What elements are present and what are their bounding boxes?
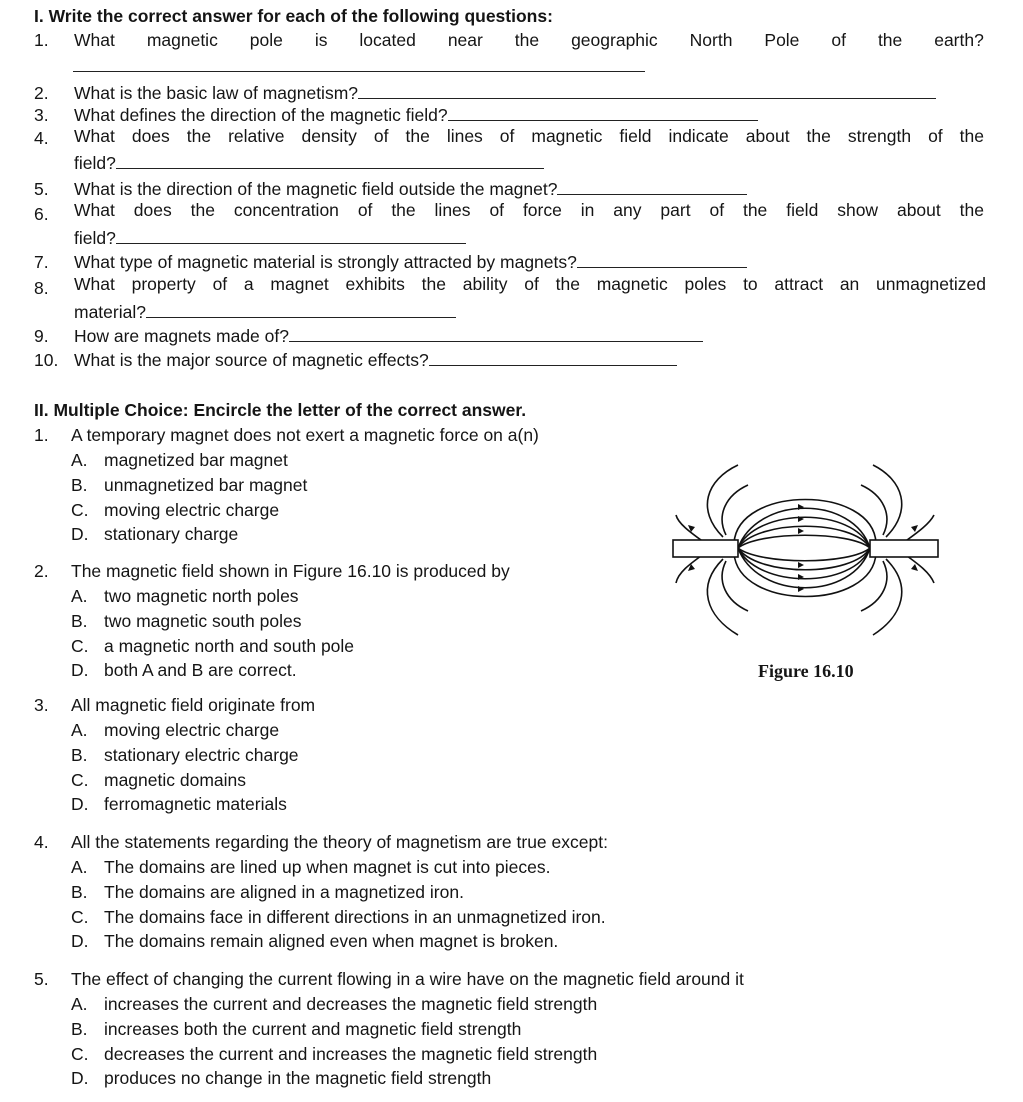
mc-option[interactable] xyxy=(71,906,606,928)
question-2 xyxy=(34,81,936,104)
question-8-cont xyxy=(74,300,456,323)
option-text: two magnetic south poles xyxy=(104,610,302,631)
question-number: 5. xyxy=(34,969,49,989)
option-text: unmagnetized bar magnet xyxy=(104,474,308,495)
section1-heading: I. Write the correct answer for each of the following questions: xyxy=(34,6,553,26)
answer-blank-6[interactable] xyxy=(116,226,466,244)
option-text: increases both the current and magnetic field strength xyxy=(104,1018,522,1039)
answer-blank-4[interactable] xyxy=(116,151,544,169)
option-letter[interactable]: C. xyxy=(71,499,89,520)
question-3-text: What defines the direction of the magnetic field? xyxy=(74,105,448,125)
option-text: The domains are lined up when magnet is cut into pieces. xyxy=(104,857,551,877)
question-1-word: magnetic xyxy=(146,30,218,50)
option-letter[interactable]: C. xyxy=(71,769,89,790)
option-letter[interactable]: C. xyxy=(71,635,89,656)
option-text: The domains are aligned in a magnetized iron. xyxy=(104,881,464,902)
question-1-word: the xyxy=(877,30,903,50)
question-7 xyxy=(34,250,747,273)
mc-question-text: A temporary magnet does not exert a magnetic force on a(n) xyxy=(71,425,539,445)
option-text: magnetized bar magnet xyxy=(104,450,288,470)
question-number: 1. xyxy=(34,425,49,445)
option-text: The domains face in different directions in an unmagnetized iron. xyxy=(104,906,606,927)
question-number: 2. xyxy=(34,561,49,581)
option-letter[interactable]: A. xyxy=(71,450,88,470)
option-letter[interactable]: C. xyxy=(71,906,89,927)
mc-question-text: All magnetic field originate from xyxy=(71,695,316,715)
option-letter[interactable]: D. xyxy=(71,931,89,952)
option-text: stationary charge xyxy=(104,524,239,545)
answer-blank-1[interactable] xyxy=(73,54,645,72)
question-1-word: What xyxy=(74,30,115,50)
mc-option[interactable] xyxy=(71,930,558,952)
mc-option[interactable] xyxy=(71,856,551,878)
question-6-cont xyxy=(74,226,466,249)
mc-option[interactable] xyxy=(71,659,297,681)
answer-blank-7[interactable] xyxy=(577,250,747,268)
question-4-text-cont: field? xyxy=(74,153,116,173)
question-1-word: of xyxy=(831,30,846,50)
question-number: 3. xyxy=(34,105,49,125)
mc-option[interactable] xyxy=(71,719,279,741)
answer-blank-3[interactable] xyxy=(448,103,758,121)
question-number: 10. xyxy=(34,350,59,370)
mc-option[interactable] xyxy=(71,499,279,521)
section2-heading: II. Multiple Choice: Encircle the letter of the correct answer. xyxy=(34,400,527,420)
option-letter[interactable]: D. xyxy=(71,660,89,681)
option-text: increases the current and decreases the magnetic field strength xyxy=(104,994,598,1014)
question-number: 1. xyxy=(34,30,49,50)
question-number: 6. xyxy=(34,204,49,224)
option-text: The domains remain aligned even when magnet is broken. xyxy=(104,931,559,952)
option-letter[interactable]: D. xyxy=(71,1068,89,1089)
option-letter[interactable]: B. xyxy=(71,1018,88,1039)
question-3 xyxy=(34,103,758,126)
mc-option[interactable] xyxy=(71,1018,521,1040)
question-1-word: earth? xyxy=(934,30,984,50)
question-number: 5. xyxy=(34,179,49,199)
mc-option[interactable] xyxy=(71,610,301,632)
mc-question-1 xyxy=(34,424,539,446)
question-number: 4. xyxy=(34,832,49,852)
option-letter[interactable]: A. xyxy=(71,994,88,1014)
mc-question-text: The magnetic field shown in Figure 16.10 is produced by xyxy=(71,561,510,581)
mc-option[interactable] xyxy=(71,993,597,1015)
question-4-cont xyxy=(74,151,544,174)
question-1-word: North xyxy=(689,30,733,50)
mc-option[interactable] xyxy=(71,449,288,471)
mc-option[interactable] xyxy=(71,585,299,607)
question-1-word: the xyxy=(514,30,540,50)
option-letter[interactable]: B. xyxy=(71,610,88,631)
question-number: 2. xyxy=(34,83,49,103)
question-1-word: is xyxy=(314,30,328,50)
question-8-text-cont: material? xyxy=(74,302,146,322)
question-1-word: pole xyxy=(249,30,283,50)
mc-question-3 xyxy=(34,694,315,716)
mc-question-text: The effect of changing the current flowing in a wire have on the magnetic field around it xyxy=(71,969,744,989)
mc-option[interactable] xyxy=(71,1043,597,1065)
question-1-text xyxy=(74,29,984,51)
mc-question-2 xyxy=(34,560,510,582)
mc-option[interactable] xyxy=(71,744,299,766)
question-9 xyxy=(34,324,703,347)
mc-option[interactable] xyxy=(71,1067,491,1089)
question-number: 8. xyxy=(34,278,49,298)
mc-option[interactable] xyxy=(71,793,287,815)
option-text: moving electric charge xyxy=(104,499,280,520)
mc-question-5 xyxy=(34,968,744,990)
question-1-word: near xyxy=(447,30,483,50)
question-number: 9. xyxy=(34,326,49,346)
mc-option[interactable] xyxy=(71,635,354,657)
magnetic-field-figure xyxy=(668,455,943,650)
option-text: stationary electric charge xyxy=(104,744,299,765)
question-8-text: What property of a magnet exhibits the ability of the magnetic poles to attract an unmagnetized xyxy=(74,274,986,294)
option-text: decreases the current and increases the magnetic field strength xyxy=(104,1043,598,1064)
question-1-word: geographic xyxy=(571,30,658,50)
question-5 xyxy=(34,177,747,200)
question-7-text: What type of magnetic material is strongly attracted by magnets? xyxy=(74,252,577,272)
question-2-text: What is the basic law of magnetism? xyxy=(74,83,359,103)
mc-option[interactable] xyxy=(71,881,464,903)
option-text: both A and B are correct. xyxy=(104,660,297,681)
option-letter[interactable]: B. xyxy=(71,881,88,902)
option-letter[interactable]: A. xyxy=(71,720,88,740)
option-text: two magnetic north poles xyxy=(104,586,299,606)
option-text: magnetic domains xyxy=(104,769,247,790)
question-number: 7. xyxy=(34,252,49,272)
question-6-text: What does the concentration of the lines of force in any part of the field show about the xyxy=(74,200,984,220)
option-letter[interactable]: A. xyxy=(71,586,88,606)
mc-option[interactable] xyxy=(71,523,238,545)
question-6-text-cont: field? xyxy=(74,228,116,248)
mc-option[interactable] xyxy=(71,769,246,791)
option-letter[interactable]: D. xyxy=(71,794,89,815)
mc-question-4 xyxy=(34,831,608,853)
answer-blank-8[interactable] xyxy=(146,300,456,318)
answer-blank-5[interactable] xyxy=(557,177,747,195)
option-letter[interactable]: A. xyxy=(71,857,88,877)
answer-blank-2[interactable] xyxy=(358,81,936,99)
option-text: a magnetic north and south pole xyxy=(104,635,355,656)
question-10-text: What is the major source of magnetic effects? xyxy=(74,350,429,370)
question-number: 4. xyxy=(34,128,49,148)
option-letter[interactable]: B. xyxy=(71,744,88,765)
figure-caption: Figure 16.10 xyxy=(758,661,854,681)
question-9-text: How are magnets made of? xyxy=(74,326,289,346)
answer-blank-10[interactable] xyxy=(429,348,677,366)
option-letter[interactable]: B. xyxy=(71,474,88,495)
question-number: 3. xyxy=(34,695,49,715)
question-4-text: What does the relative density of the lines of magnetic field indicate about the strength of the xyxy=(74,126,984,146)
question-10 xyxy=(34,348,677,371)
mc-question-text: All the statements regarding the theory of magnetism are true except: xyxy=(71,832,608,852)
option-letter[interactable]: D. xyxy=(71,524,89,545)
option-text: ferromagnetic materials xyxy=(104,794,287,815)
question-1-word: Pole xyxy=(764,30,800,50)
option-text: moving electric charge xyxy=(104,720,280,740)
question-5-text: What is the direction of the magnetic field outside the magnet? xyxy=(74,179,558,199)
question-1-word: located xyxy=(359,30,416,50)
question-1 xyxy=(34,29,984,51)
answer-blank-9[interactable] xyxy=(289,324,703,342)
option-letter[interactable]: C. xyxy=(71,1043,89,1064)
option-text: produces no change in the magnetic field strength xyxy=(104,1068,492,1089)
mc-option[interactable] xyxy=(71,474,307,496)
